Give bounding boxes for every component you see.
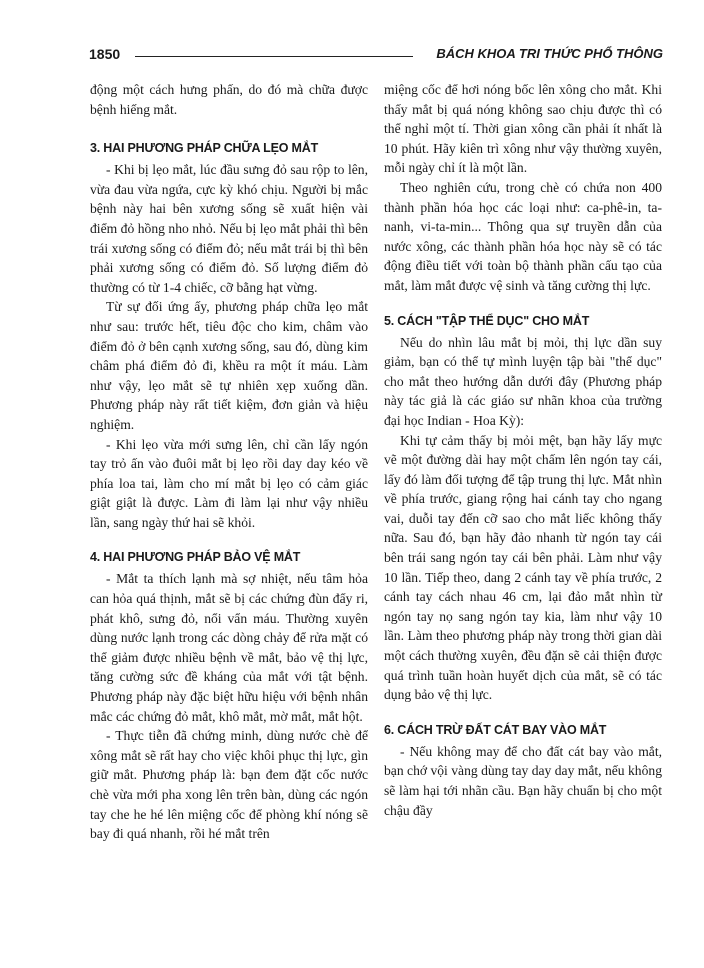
paragraph: Theo nghiên cứu, trong chè có chứa non 400 thành phần hóa học các loại như: ca-phê-in, ta-nanh, vi-ta-min... Thông qua sự truyền dẫn của nước xông, các thành phần hóa học này sẽ có tác động điều tiết với toàn bộ thành phần cấu tạo của mắt, làm mắt được vệ sinh và tăng cường thị lực. — [384, 179, 662, 293]
running-header — [89, 44, 663, 66]
running-title: BÁCH KHOA TRI THỨC PHỔ THÔNG — [436, 46, 663, 61]
section-heading: 6. CÁCH TRỪ ĐẤT CÁT BAY VÀO MẮT — [384, 722, 607, 737]
left-column — [90, 80, 368, 844]
paragraph: - Thực tiễn đã chứng minh, dùng nước chè để xông mắt sẽ rất hay cho việc khôi phục thị lực, gìn giữ mắt. Phương pháp là: bạn đem đặt cốc nước chè vừa mới pha xong lên trên bàn, dùng các ngón tay che he hé lên miệng cốc để phòng khí nóng sẽ bay đi quá nhanh, rồi hé mắt trên — [90, 728, 368, 842]
paragraph: miệng cốc để hơi nóng bốc lên xông cho mắt. Khi thấy mắt bị quá nóng không sao chịu được thì có thể nghỉ một tí. Thời gian xông cần phải ít nhất là 10 phút. Hãy kiên trì xông như vậy thường xuyên, mỗi ngày chỉ ít là một lần. — [384, 82, 662, 176]
paragraph: Từ sự đối ứng ấy, phương pháp chữa lẹo mắt như sau: trước hết, tiêu độc cho kim, châm vào điểm đỏ ở bên cạnh xương sống, sau đó, dùng kim châm phá điểm đỏ đi, khều ra một ít máu. Làm như vậy, lẹo mắt sẽ tự nhiên xẹp xuống dần. Phương pháp này rất tiết kiệm, đơn giản và hiệu nghiệm. — [90, 299, 368, 432]
paragraph: - Mắt ta thích lạnh mà sợ nhiệt, nếu tâm hỏa can hỏa quá thịnh, mắt sẽ bị các chứng đùn đẩy ri, phát khô, sưng đỏ, nổi vẩn máu. Thường xuyên dùng nước lạnh trong các dòng chảy để rửa mặt có thể giảm được nhiều bệnh về mắt, bảo vệ thị lực, tăng cường sức đề kháng của mắt với tật bệnh. Phương pháp này đặc biệt hữu hiệu với bệnh nhân mắc các chứng đỏ mắt, khô mắt, mờ mắt, mắt hột. — [90, 571, 368, 724]
page-number: 1850 — [89, 46, 121, 62]
right-column — [384, 80, 662, 820]
paragraph: động một cách hưng phấn, do đó mà chữa được bệnh hiếng mắt. — [90, 82, 368, 117]
paragraph: - Khi bị lẹo mắt, lúc đầu sưng đỏ sau rộp to lên, vừa đau vừa ngứa, cực kỳ khó chịu. Người bị mắc bệnh này hai bên xương sống sẽ xuất hiện vài điểm đỏ hồng nho nhỏ. Nếu bị lẹo mắt phải thì bên trái xương sống có điểm đỏ; nếu mắt trái bị thì bên phải xương sống có điểm đỏ. Số lượng điểm đỏ thường có từ 1-4 chiếc, cỡ bằng hạt vừng. — [90, 162, 368, 295]
section-heading: 5. CÁCH "TẬP THỂ DỤC" CHO MẮT — [384, 313, 590, 328]
paragraph: - Nếu không may để cho đất cát bay vào mắt, bạn chớ vội vàng dùng tay day day mắt, nếu không sẽ làm hại tới nhãn cầu. Bạn hãy chuẩn bị cho một chậu đầy — [384, 743, 662, 818]
paragraph: - Khi lẹo vừa mới sưng lên, chỉ cần lấy ngón tay trỏ ấn vào đuôi mắt bị lẹo rồi day day kéo về phía loa tai, làm cho mí mắt bị lẹo có cảm giác giật giật là được. Làm đi làm lại như vậy nhiều lần, sang ngày thứ hai sẽ khỏi. — [90, 436, 368, 530]
section-heading: 3. HAI PHƯƠNG PHÁP CHỮA LẸO MẮT — [90, 141, 318, 156]
paragraph: Nếu do nhìn lâu mắt bị mỏi, thị lực dần suy giảm, bạn có thể tự mình luyện tập bài "thể dục" cho mắt theo hướng dẫn dưới đây (Phương pháp này tác giả là các giáo sư nhãn khoa của trường đại học Indian - Hoa Kỳ): — [384, 334, 662, 428]
section-heading: 4. HAI PHƯƠNG PHÁP BẢO VỆ MẮT — [90, 550, 301, 565]
header-rule — [135, 56, 413, 57]
paragraph: Khi tự cảm thấy bị mỏi mệt, bạn hãy lấy mực vẽ một đường dài hay một chấm lên ngón tay cái, lấy đó làm đối tượng để tập trung thị lực. Mắt nhìn về phía trước, giang rộng hai cánh tay cho ngang vai, duỗi tay đến cỡ sao cho mắt liếc không thấy nữa. Sau đó, bạn hãy đảo nhanh từ ngón tay cái bên trái sang ngón tay cái bên phải. Làm như vậy 10 lần. Tiếp theo, dang 2 cánh tay về phía trước, 2 cánh tay cách nhau 46 cm, lại đảo mắt nhìn từ ngón tay nọ sang ngón tay kia, làm như vậy 10 lần. Làm theo phương pháp này trong thời gian dài một cách thường xuyên, đều đặn sẽ cải thiện được quá trình tuần hoàn huyết dịch của mắt, sẽ có tác dụng bảo vệ thị lực. — [384, 432, 662, 703]
